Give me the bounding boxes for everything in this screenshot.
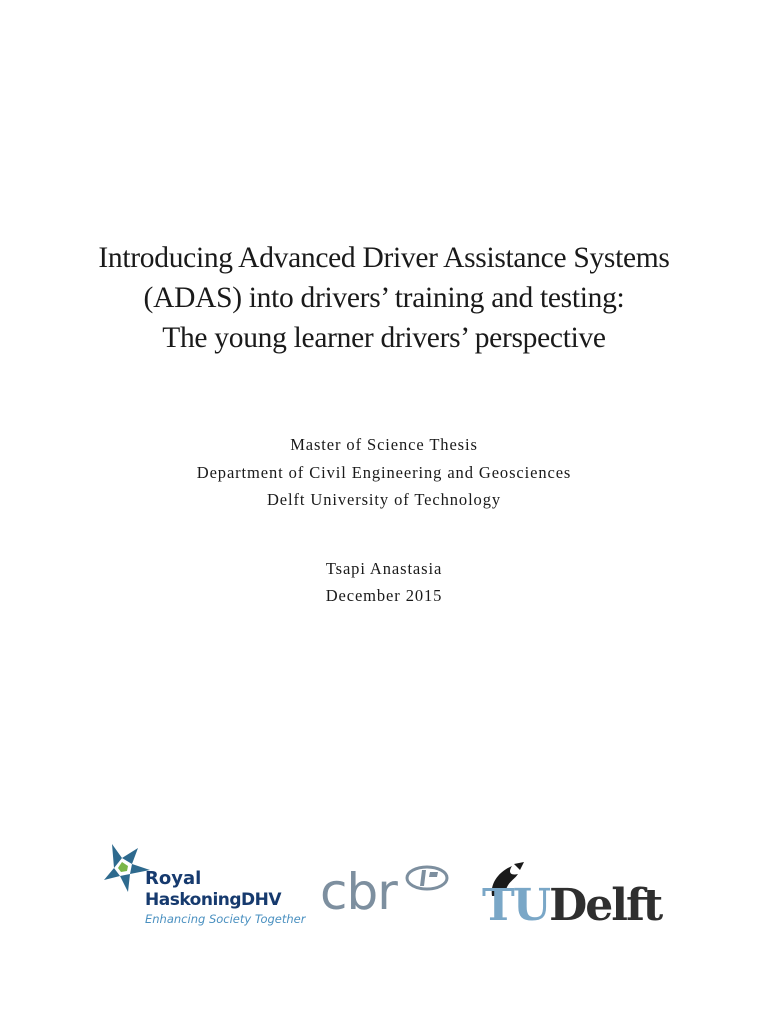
thesis-info [0,431,768,514]
cbr-logo [316,860,456,930]
tudelft-delft: Delft [549,880,662,931]
tudelft-logo [480,862,680,934]
royal-haskoning-tagline: Enhancing Society Together [145,912,306,926]
thesis-type: Master of Science Thesis [290,435,478,454]
royal-haskoning-line2: HaskoningDHV [145,890,282,910]
royal-haskoning-logo [98,840,306,932]
tudelft-tu: TU [482,880,550,931]
cbr-wordmark: cbr [320,863,397,921]
publication-date: December 2015 [325,586,443,605]
tudelft-wordmark [482,882,661,930]
royal-haskoning-line1: Royal [145,868,202,889]
author-block [0,555,768,609]
department: Department of Civil Engineering and Geosciences [196,462,572,482]
document-title [0,238,768,358]
author-name: Tsapi Anastasia [325,559,443,578]
title-line-1: Introducing Advanced Driver Assistance Systems [98,242,670,274]
university: Delft University of Technology [266,490,502,509]
title-line-3: The young learner drivers’ perspective [162,322,606,354]
title-line-2: (ADAS) into drivers’ training and testing: [143,282,625,314]
cbr-emblem-icon [404,864,450,892]
